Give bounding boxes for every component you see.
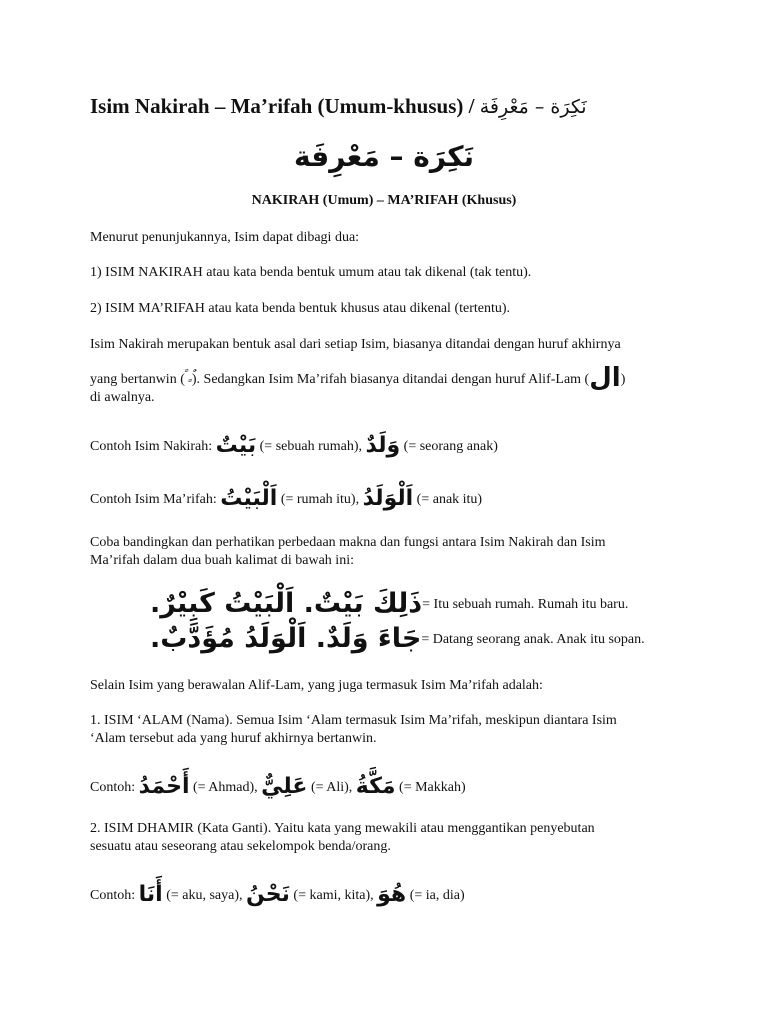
example-sentence-2 xyxy=(150,623,645,654)
desc-text-a: yang bertanwin ( xyxy=(90,372,185,387)
arabic-word: اَلْوَلَدُ xyxy=(362,486,414,511)
arabic-word: اَلْبَيْتُ xyxy=(220,486,278,511)
arabic-word: مَكَّةُ xyxy=(355,774,396,799)
arabic-word: أَنَا xyxy=(138,882,163,907)
gloss: (= sebuah rumah), xyxy=(256,439,366,454)
arabic-word: هُوَ xyxy=(377,882,407,907)
desc-text-c: ) xyxy=(620,372,626,387)
example-label: Contoh Isim Nakirah: xyxy=(90,439,216,454)
contoh-dhamir xyxy=(90,882,465,907)
arabic-word: عَلِيٌّ xyxy=(261,774,308,799)
gloss: (= anak itu) xyxy=(413,492,483,507)
dhamir-line1: 2. ISIM DHAMIR (Kata Ganti). Yaitu kata yang mewakili atau menggantikan penyebutan xyxy=(90,821,595,836)
gloss: (= rumah itu), xyxy=(277,492,363,507)
arabic-heading: نَكِرَة – مَعْرِفَة xyxy=(293,140,475,173)
compare-line2: Ma’rifah dalam dua buah kalimat di bawah ini: xyxy=(90,553,354,568)
sentence-meaning: = Itu sebuah rumah. Rumah itu baru. xyxy=(422,597,629,612)
selain-paragraph: Selain Isim yang berawalan Alif-Lam, yang juga termasuk Isim Ma’rifah adalah: xyxy=(90,678,543,693)
example-sentence-1 xyxy=(150,588,628,619)
gloss: (= Makkah) xyxy=(395,780,466,795)
contoh-alam xyxy=(90,774,466,799)
gloss: (= ia, dia) xyxy=(406,888,465,903)
arabic-sentence: جَاءَ وَلَدٌ. اَلْوَلَدُ مُؤَدَّبٌ. xyxy=(150,623,422,654)
example-label: Contoh: xyxy=(90,780,139,795)
arabic-word: وَلَدٌ xyxy=(365,433,401,458)
alif-lam-glyph: ال xyxy=(589,363,621,393)
sentence-meaning: = Datang seorang anak. Anak itu sopan. xyxy=(421,632,645,647)
intro-paragraph: Menurut penunjukannya, Isim dapat dibagi dua: xyxy=(90,230,360,245)
gloss: (= seorang anak) xyxy=(400,439,498,454)
contoh-marifah xyxy=(90,486,483,511)
subtitle: NAKIRAH (Umum) – MA’RIFAH (Khusus) xyxy=(251,193,517,208)
nakirah-desc-line2 xyxy=(90,363,626,393)
nakirah-desc-line1: Isim Nakirah merupakan bentuk asal dari setiap Isim, biasanya ditandai dengan huruf akhirnya xyxy=(90,337,621,352)
title-arabic-inline: نَكِرَة – مَعْرِفَة xyxy=(479,96,587,118)
desc-text-b: ). Sedangkan Isim Ma’rifah biasanya ditandai dengan huruf Alif-Lam ( xyxy=(191,372,590,387)
gloss: (= Ali), xyxy=(307,780,356,795)
alam-line1: 1. ISIM ‘ALAM (Nama). Semua Isim ‘Alam termasuk Isim Ma’rifah, meskipun diantara Isim xyxy=(90,713,617,728)
dhamir-line2: sesuatu atau seseorang atau sekelompok benda/orang. xyxy=(90,839,391,854)
point-nakirah: 1) ISIM NAKIRAH atau kata benda bentuk umum atau tak dikenal (tak tentu). xyxy=(90,265,532,280)
example-label: Contoh Isim Ma’rifah: xyxy=(90,492,221,507)
arabic-word: نَحْنُ xyxy=(246,882,290,907)
gloss: (= kami, kita), xyxy=(289,888,378,903)
contoh-nakirah xyxy=(90,433,498,458)
point-marifah: 2) ISIM MA’RIFAH atau kata benda bentuk khusus atau dikenal (tertentu). xyxy=(90,301,511,316)
tanwin-marks: ٌ ٍ ً xyxy=(184,368,192,382)
compare-line1: Coba bandingkan dan perhatikan perbedaan makna dan fungsi antara Isim Nakirah dan Isim xyxy=(90,535,606,550)
gloss: (= aku, saya), xyxy=(162,888,246,903)
example-label: Contoh: xyxy=(90,888,139,903)
page-title xyxy=(90,93,587,120)
title-latin: Isim Nakirah – Ma’rifah (Umum-khusus) / xyxy=(90,94,480,118)
arabic-word: بَيْتٌ xyxy=(215,433,257,458)
alam-line2: ‘Alam tersebut ada yang huruf akhirnya bertanwin. xyxy=(90,731,377,746)
gloss: (= Ahmad), xyxy=(189,780,262,795)
arabic-sentence: ذَلِكَ بَيْتٌ. اَلْبَيْتُ كَبِيْرٌ. xyxy=(150,588,423,619)
arabic-word: أَحْمَدُ xyxy=(138,774,190,799)
nakirah-desc-line3: di awalnya. xyxy=(90,390,155,405)
